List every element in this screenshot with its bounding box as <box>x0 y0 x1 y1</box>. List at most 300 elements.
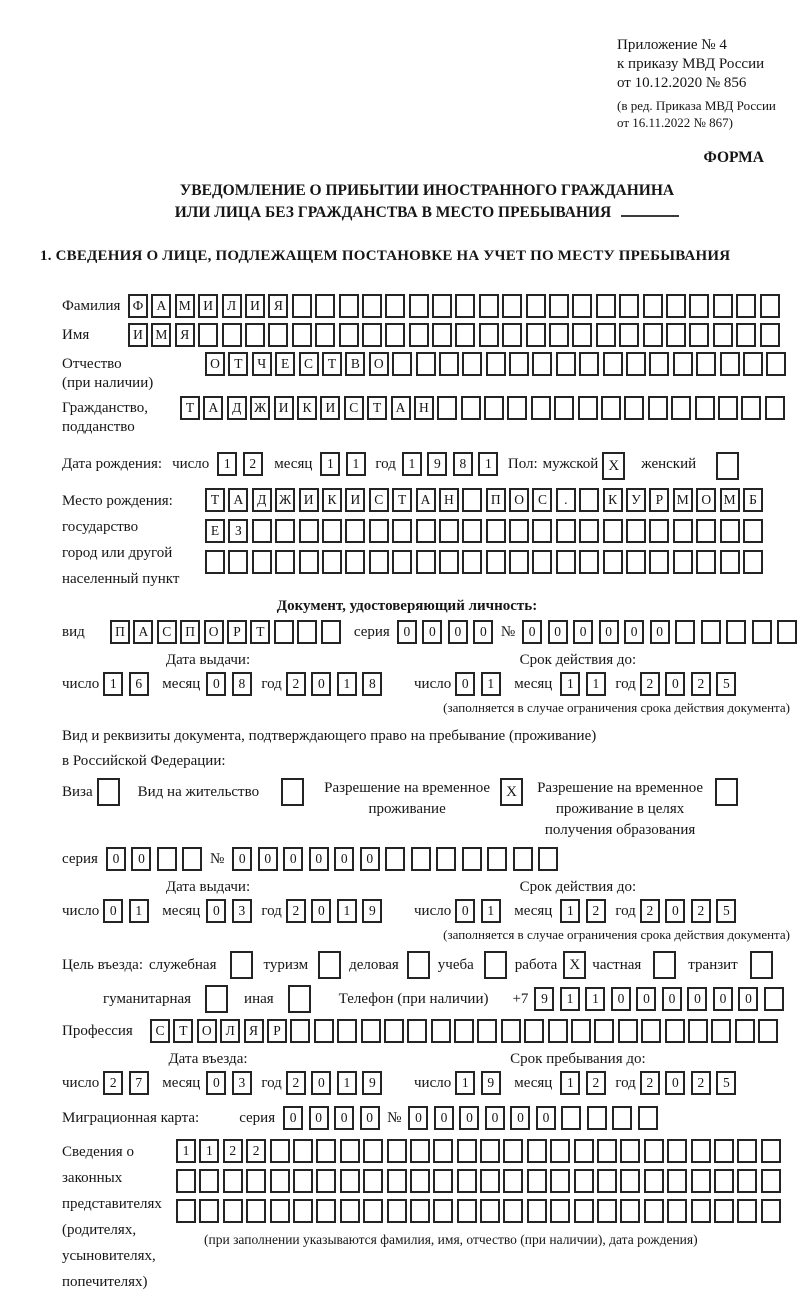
form-cell[interactable] <box>480 1139 500 1163</box>
visa-checkbox[interactable] <box>97 778 120 806</box>
form-cell[interactable] <box>293 1169 313 1193</box>
form-cell[interactable] <box>532 519 552 543</box>
form-cell[interactable]: 0 <box>665 899 685 923</box>
form-cell[interactable]: 1 <box>176 1139 196 1163</box>
form-cell[interactable]: Д <box>227 396 247 420</box>
form-cell[interactable]: 1 <box>481 672 501 696</box>
form-cell[interactable]: 1 <box>560 899 580 923</box>
form-cell[interactable]: 1 <box>103 672 123 696</box>
form-cell[interactable] <box>316 1139 336 1163</box>
form-cell[interactable] <box>718 396 738 420</box>
form-cell[interactable] <box>714 1169 734 1193</box>
form-cell[interactable] <box>486 352 506 376</box>
form-cell[interactable]: О <box>197 1019 217 1043</box>
form-cell[interactable] <box>752 620 772 644</box>
form-cell[interactable]: 1 <box>199 1139 219 1163</box>
form-cell[interactable] <box>764 987 784 1011</box>
form-cell[interactable] <box>487 847 507 871</box>
form-cell[interactable] <box>385 294 405 318</box>
form-cell[interactable]: 2 <box>286 672 306 696</box>
form-cell[interactable] <box>737 1169 757 1193</box>
form-cell[interactable] <box>513 847 533 871</box>
form-cell[interactable] <box>701 620 721 644</box>
form-cell[interactable]: 0 <box>206 1071 226 1095</box>
form-cell[interactable]: Е <box>205 519 225 543</box>
form-cell[interactable] <box>363 1199 383 1223</box>
form-cell[interactable]: С <box>299 352 319 376</box>
form-cell[interactable] <box>714 1139 734 1163</box>
form-cell[interactable] <box>480 1169 500 1193</box>
form-cell[interactable] <box>345 550 365 574</box>
form-cell[interactable] <box>246 1199 266 1223</box>
form-cell[interactable]: 1 <box>217 452 237 476</box>
form-cell[interactable]: 1 <box>337 672 357 696</box>
form-cell[interactable] <box>362 294 382 318</box>
form-cell[interactable]: 0 <box>473 620 493 644</box>
form-cell[interactable]: 2 <box>586 899 606 923</box>
form-cell[interactable] <box>509 519 529 543</box>
form-cell[interactable] <box>671 396 691 420</box>
form-cell[interactable]: 0 <box>599 620 619 644</box>
form-cell[interactable] <box>297 620 317 644</box>
form-cell[interactable]: 2 <box>243 452 263 476</box>
form-cell[interactable]: 0 <box>258 847 278 871</box>
form-cell[interactable] <box>486 519 506 543</box>
form-cell[interactable] <box>503 1139 523 1163</box>
temp-residence-edu-checkbox[interactable] <box>715 778 738 806</box>
form-cell[interactable]: 0 <box>434 1106 454 1130</box>
form-cell[interactable] <box>222 323 242 347</box>
form-cell[interactable]: Т <box>173 1019 193 1043</box>
form-cell[interactable] <box>416 519 436 543</box>
form-cell[interactable]: 2 <box>286 899 306 923</box>
form-cell[interactable] <box>641 1019 661 1043</box>
form-cell[interactable]: Ж <box>275 488 295 512</box>
form-cell[interactable] <box>345 519 365 543</box>
form-cell[interactable] <box>199 1169 219 1193</box>
form-cell[interactable] <box>550 1139 570 1163</box>
form-cell[interactable] <box>416 550 436 574</box>
form-cell[interactable] <box>290 1019 310 1043</box>
form-cell[interactable] <box>760 323 780 347</box>
form-cell[interactable] <box>316 1199 336 1223</box>
form-cell[interactable]: 2 <box>286 1071 306 1095</box>
form-cell[interactable]: С <box>344 396 364 420</box>
form-cell[interactable] <box>432 294 452 318</box>
form-cell[interactable] <box>603 352 623 376</box>
form-cell[interactable] <box>176 1199 196 1223</box>
form-cell[interactable] <box>252 519 272 543</box>
form-cell[interactable] <box>462 550 482 574</box>
form-cell[interactable] <box>673 519 693 543</box>
form-cell[interactable]: 1 <box>455 1071 475 1095</box>
form-cell[interactable] <box>392 550 412 574</box>
form-cell[interactable] <box>316 1169 336 1193</box>
form-cell[interactable]: У <box>626 488 646 512</box>
form-cell[interactable] <box>736 294 756 318</box>
form-cell[interactable]: 8 <box>453 452 473 476</box>
form-cell[interactable] <box>462 488 482 512</box>
form-cell[interactable] <box>737 1139 757 1163</box>
form-cell[interactable]: Ф <box>128 294 148 318</box>
form-cell[interactable]: 0 <box>687 987 707 1011</box>
form-cell[interactable]: 0 <box>665 672 685 696</box>
form-cell[interactable]: Е <box>275 352 295 376</box>
form-cell[interactable]: 1 <box>560 672 580 696</box>
form-cell[interactable]: Р <box>227 620 247 644</box>
form-cell[interactable]: 2 <box>640 672 660 696</box>
form-cell[interactable] <box>571 1019 591 1043</box>
form-cell[interactable]: Ж <box>250 396 270 420</box>
form-cell[interactable] <box>245 323 265 347</box>
form-cell[interactable]: 0 <box>106 847 126 871</box>
form-cell[interactable] <box>691 1139 711 1163</box>
purpose-humanitarian-checkbox[interactable] <box>205 985 228 1013</box>
form-cell[interactable] <box>502 323 522 347</box>
form-cell[interactable] <box>509 352 529 376</box>
form-cell[interactable] <box>574 1169 594 1193</box>
form-cell[interactable]: 2 <box>640 1071 660 1095</box>
form-cell[interactable]: К <box>322 488 342 512</box>
form-cell[interactable] <box>597 1169 617 1193</box>
form-cell[interactable]: З <box>228 519 248 543</box>
form-cell[interactable] <box>574 1199 594 1223</box>
form-cell[interactable] <box>340 1169 360 1193</box>
form-cell[interactable] <box>619 323 639 347</box>
form-cell[interactable] <box>624 396 644 420</box>
form-cell[interactable] <box>696 352 716 376</box>
form-cell[interactable] <box>268 323 288 347</box>
form-cell[interactable] <box>527 1199 547 1223</box>
form-cell[interactable]: Т <box>250 620 270 644</box>
form-cell[interactable] <box>713 323 733 347</box>
form-cell[interactable]: 9 <box>481 1071 501 1095</box>
form-cell[interactable]: П <box>110 620 130 644</box>
form-cell[interactable]: 0 <box>573 620 593 644</box>
form-cell[interactable] <box>292 294 312 318</box>
form-cell[interactable] <box>673 550 693 574</box>
form-cell[interactable]: 7 <box>129 1071 149 1095</box>
form-cell[interactable] <box>736 323 756 347</box>
form-cell[interactable] <box>626 519 646 543</box>
form-cell[interactable] <box>561 1106 581 1130</box>
form-cell[interactable] <box>666 294 686 318</box>
form-cell[interactable] <box>743 352 763 376</box>
form-cell[interactable]: О <box>369 352 389 376</box>
form-cell[interactable] <box>714 1199 734 1223</box>
form-cell[interactable] <box>502 294 522 318</box>
form-cell[interactable]: М <box>673 488 693 512</box>
form-cell[interactable] <box>720 550 740 574</box>
form-cell[interactable] <box>387 1139 407 1163</box>
form-cell[interactable] <box>270 1199 290 1223</box>
form-cell[interactable] <box>572 323 592 347</box>
form-cell[interactable]: 0 <box>459 1106 479 1130</box>
purpose-other-checkbox[interactable] <box>288 985 311 1013</box>
form-cell[interactable] <box>507 396 527 420</box>
form-cell[interactable]: 9 <box>534 987 554 1011</box>
form-cell[interactable]: 2 <box>640 899 660 923</box>
form-cell[interactable] <box>626 550 646 574</box>
form-cell[interactable]: 0 <box>360 847 380 871</box>
form-cell[interactable]: 1 <box>129 899 149 923</box>
form-cell[interactable]: О <box>204 620 224 644</box>
form-cell[interactable] <box>462 847 482 871</box>
form-cell[interactable] <box>275 519 295 543</box>
form-cell[interactable] <box>198 323 218 347</box>
form-cell[interactable] <box>275 550 295 574</box>
form-cell[interactable] <box>638 1106 658 1130</box>
form-cell[interactable] <box>409 294 429 318</box>
form-cell[interactable]: Т <box>392 488 412 512</box>
form-cell[interactable]: 1 <box>337 899 357 923</box>
form-cell[interactable] <box>761 1139 781 1163</box>
form-cell[interactable] <box>761 1169 781 1193</box>
form-cell[interactable] <box>596 294 616 318</box>
form-cell[interactable] <box>601 396 621 420</box>
form-cell[interactable] <box>532 550 552 574</box>
form-cell[interactable]: 0 <box>455 672 475 696</box>
form-cell[interactable]: А <box>228 488 248 512</box>
form-cell[interactable] <box>274 620 294 644</box>
form-cell[interactable] <box>648 396 668 420</box>
form-cell[interactable]: А <box>151 294 171 318</box>
form-cell[interactable] <box>720 352 740 376</box>
form-cell[interactable]: 0 <box>455 899 475 923</box>
form-cell[interactable] <box>620 1199 640 1223</box>
form-cell[interactable] <box>691 1169 711 1193</box>
form-cell[interactable]: 0 <box>738 987 758 1011</box>
form-cell[interactable]: И <box>345 488 365 512</box>
form-cell[interactable]: 1 <box>402 452 422 476</box>
form-cell[interactable] <box>361 1019 381 1043</box>
form-cell[interactable]: 9 <box>362 1071 382 1095</box>
form-cell[interactable] <box>587 1106 607 1130</box>
form-cell[interactable]: И <box>245 294 265 318</box>
form-cell[interactable]: 0 <box>311 672 331 696</box>
form-cell[interactable] <box>362 323 382 347</box>
form-cell[interactable]: О <box>509 488 529 512</box>
purpose-study-checkbox[interactable] <box>484 951 507 979</box>
form-cell[interactable]: 0 <box>713 987 733 1011</box>
form-cell[interactable] <box>578 396 598 420</box>
form-cell[interactable] <box>461 396 481 420</box>
form-cell[interactable] <box>554 396 574 420</box>
form-cell[interactable]: 1 <box>586 672 606 696</box>
form-cell[interactable]: 1 <box>320 452 340 476</box>
form-cell[interactable] <box>713 294 733 318</box>
purpose-private-checkbox[interactable] <box>653 951 676 979</box>
form-cell[interactable]: 3 <box>232 1071 252 1095</box>
form-cell[interactable]: 2 <box>691 672 711 696</box>
form-cell[interactable]: Р <box>267 1019 287 1043</box>
form-cell[interactable] <box>758 1019 778 1043</box>
form-cell[interactable]: 2 <box>246 1139 266 1163</box>
form-cell[interactable] <box>644 1139 664 1163</box>
form-cell[interactable] <box>411 847 431 871</box>
form-cell[interactable]: 0 <box>662 987 682 1011</box>
purpose-business-checkbox[interactable] <box>407 951 430 979</box>
form-cell[interactable]: 0 <box>283 847 303 871</box>
form-cell[interactable]: О <box>696 488 716 512</box>
form-cell[interactable]: Л <box>220 1019 240 1043</box>
form-cell[interactable] <box>457 1139 477 1163</box>
purpose-tourism-checkbox[interactable] <box>318 951 341 979</box>
form-cell[interactable] <box>619 294 639 318</box>
form-cell[interactable] <box>384 1019 404 1043</box>
form-cell[interactable] <box>385 847 405 871</box>
form-cell[interactable] <box>292 323 312 347</box>
form-cell[interactable]: С <box>532 488 552 512</box>
form-cell[interactable]: Б <box>743 488 763 512</box>
form-cell[interactable]: А <box>203 396 223 420</box>
form-cell[interactable] <box>486 550 506 574</box>
form-cell[interactable] <box>675 620 695 644</box>
form-cell[interactable] <box>688 1019 708 1043</box>
form-cell[interactable]: Д <box>252 488 272 512</box>
form-cell[interactable]: М <box>720 488 740 512</box>
form-cell[interactable]: 1 <box>481 899 501 923</box>
form-cell[interactable]: 9 <box>362 899 382 923</box>
form-cell[interactable] <box>556 519 576 543</box>
form-cell[interactable] <box>549 323 569 347</box>
form-cell[interactable]: 0 <box>334 847 354 871</box>
form-cell[interactable]: К <box>297 396 317 420</box>
form-cell[interactable]: 0 <box>309 847 329 871</box>
form-cell[interactable] <box>321 620 341 644</box>
form-cell[interactable] <box>299 519 319 543</box>
form-cell[interactable]: Ч <box>252 352 272 376</box>
form-cell[interactable]: 0 <box>650 620 670 644</box>
temp-residence-checkbox[interactable]: X <box>500 778 523 806</box>
form-cell[interactable]: 9 <box>427 452 447 476</box>
form-cell[interactable] <box>322 550 342 574</box>
form-cell[interactable] <box>695 396 715 420</box>
form-cell[interactable] <box>603 519 623 543</box>
form-cell[interactable] <box>643 323 663 347</box>
form-cell[interactable]: 0 <box>522 620 542 644</box>
form-cell[interactable] <box>579 488 599 512</box>
form-cell[interactable] <box>644 1169 664 1193</box>
form-cell[interactable]: 2 <box>586 1071 606 1095</box>
form-cell[interactable]: Я <box>175 323 195 347</box>
form-cell[interactable] <box>439 352 459 376</box>
form-cell[interactable]: Т <box>180 396 200 420</box>
form-cell[interactable]: 0 <box>665 1071 685 1095</box>
form-cell[interactable]: 0 <box>548 620 568 644</box>
form-cell[interactable] <box>597 1199 617 1223</box>
form-cell[interactable] <box>503 1169 523 1193</box>
form-cell[interactable] <box>315 323 335 347</box>
form-cell[interactable]: 0 <box>232 847 252 871</box>
form-cell[interactable]: 0 <box>311 899 331 923</box>
form-cell[interactable]: 2 <box>223 1139 243 1163</box>
form-cell[interactable] <box>293 1139 313 1163</box>
form-cell[interactable]: Т <box>322 352 342 376</box>
form-cell[interactable] <box>711 1019 731 1043</box>
form-cell[interactable] <box>199 1199 219 1223</box>
form-cell[interactable] <box>387 1199 407 1223</box>
form-cell[interactable] <box>643 294 663 318</box>
form-cell[interactable]: 0 <box>334 1106 354 1130</box>
form-cell[interactable] <box>741 396 761 420</box>
form-cell[interactable] <box>550 1199 570 1223</box>
form-cell[interactable] <box>597 1139 617 1163</box>
form-cell[interactable] <box>665 1019 685 1043</box>
form-cell[interactable] <box>737 1199 757 1223</box>
form-cell[interactable] <box>735 1019 755 1043</box>
form-cell[interactable] <box>579 519 599 543</box>
form-cell[interactable]: 3 <box>232 899 252 923</box>
form-cell[interactable] <box>603 550 623 574</box>
form-cell[interactable]: 5 <box>716 672 736 696</box>
form-cell[interactable]: 1 <box>560 987 580 1011</box>
form-cell[interactable] <box>340 1199 360 1223</box>
form-cell[interactable]: М <box>175 294 195 318</box>
form-cell[interactable] <box>270 1169 290 1193</box>
form-cell[interactable]: 0 <box>408 1106 428 1130</box>
form-cell[interactable] <box>501 1019 521 1043</box>
form-cell[interactable] <box>538 847 558 871</box>
form-cell[interactable]: 0 <box>611 987 631 1011</box>
form-cell[interactable]: 1 <box>346 452 366 476</box>
form-cell[interactable] <box>416 352 436 376</box>
form-cell[interactable] <box>720 519 740 543</box>
form-cell[interactable]: И <box>128 323 148 347</box>
form-cell[interactable] <box>439 550 459 574</box>
form-cell[interactable]: 0 <box>397 620 417 644</box>
form-cell[interactable] <box>696 550 716 574</box>
form-cell[interactable]: Я <box>244 1019 264 1043</box>
form-cell[interactable] <box>760 294 780 318</box>
form-cell[interactable] <box>777 620 797 644</box>
form-cell[interactable] <box>666 323 686 347</box>
form-cell[interactable] <box>526 294 546 318</box>
form-cell[interactable] <box>436 847 456 871</box>
form-cell[interactable]: Р <box>649 488 669 512</box>
form-cell[interactable]: 5 <box>716 1071 736 1095</box>
form-cell[interactable] <box>649 352 669 376</box>
form-cell[interactable]: 0 <box>206 899 226 923</box>
form-cell[interactable] <box>524 1019 544 1043</box>
form-cell[interactable] <box>182 847 202 871</box>
form-cell[interactable] <box>432 323 452 347</box>
form-cell[interactable]: 0 <box>536 1106 556 1130</box>
form-cell[interactable]: Я <box>268 294 288 318</box>
form-cell[interactable] <box>726 620 746 644</box>
form-cell[interactable] <box>480 1199 500 1223</box>
form-cell[interactable]: 5 <box>716 899 736 923</box>
form-cell[interactable] <box>689 323 709 347</box>
form-cell[interactable]: 0 <box>510 1106 530 1130</box>
form-cell[interactable] <box>549 294 569 318</box>
form-cell[interactable] <box>363 1139 383 1163</box>
form-cell[interactable]: И <box>320 396 340 420</box>
form-cell[interactable] <box>479 294 499 318</box>
form-cell[interactable] <box>761 1199 781 1223</box>
form-cell[interactable] <box>433 1169 453 1193</box>
form-cell[interactable] <box>410 1199 430 1223</box>
form-cell[interactable]: Н <box>414 396 434 420</box>
form-cell[interactable] <box>457 1169 477 1193</box>
form-cell[interactable] <box>454 1019 474 1043</box>
form-cell[interactable] <box>526 323 546 347</box>
form-cell[interactable] <box>667 1169 687 1193</box>
form-cell[interactable] <box>337 1019 357 1043</box>
form-cell[interactable] <box>363 1169 383 1193</box>
form-cell[interactable] <box>462 352 482 376</box>
form-cell[interactable] <box>649 519 669 543</box>
